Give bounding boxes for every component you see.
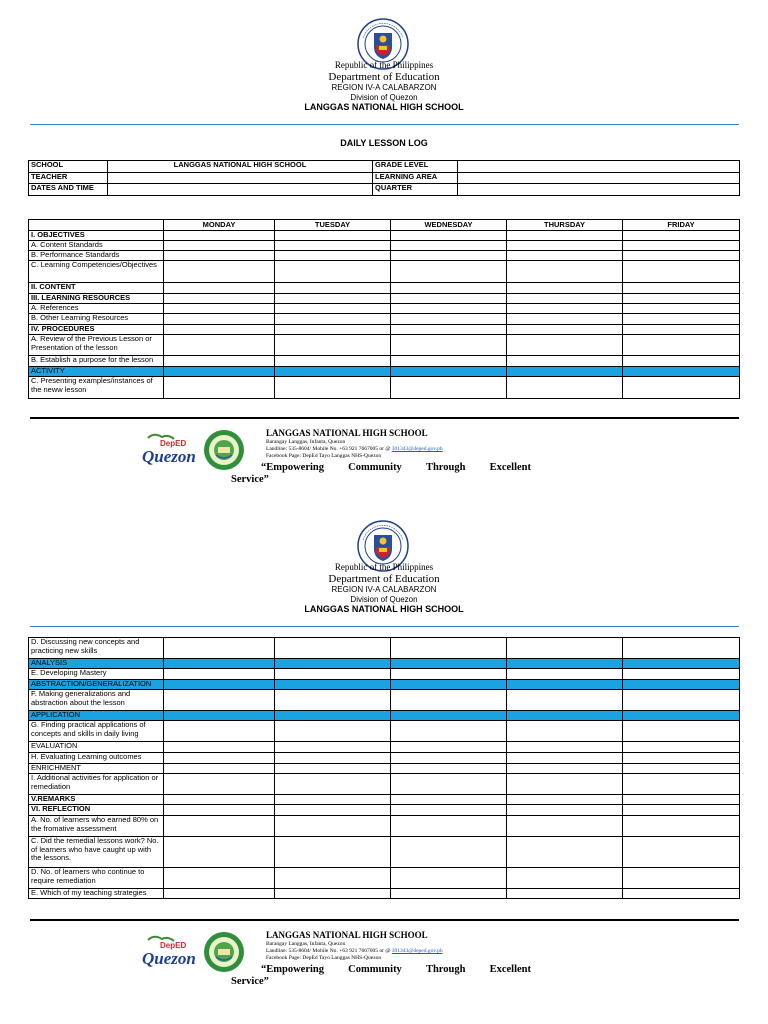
day-entry-cell[interactable] (275, 774, 391, 795)
day-entry-cell[interactable] (164, 774, 275, 795)
table-row (29, 356, 740, 367)
table-row (29, 711, 740, 721)
day-entry-cell[interactable] (507, 837, 623, 868)
table-row (29, 764, 740, 774)
motto-word: “Empowering (261, 462, 324, 473)
table-row (29, 659, 740, 669)
day-entry-cell[interactable] (275, 816, 391, 837)
day-entry-cell[interactable] (164, 283, 275, 294)
school-label: LANGGAS NATIONAL HIGH SCHOOL (304, 102, 464, 112)
day-entry-cell[interactable] (623, 690, 740, 711)
table-row (29, 669, 740, 680)
row-label-cell: C. Presenting examples/instances of the neww lesson (29, 377, 164, 399)
day-entry-cell[interactable] (275, 294, 391, 304)
day-entry-cell[interactable] (164, 680, 275, 690)
day-entry-cell[interactable] (275, 377, 391, 399)
day-entry-cell[interactable] (275, 742, 391, 753)
day-entry-cell[interactable] (391, 837, 507, 868)
corner-cell (29, 220, 164, 231)
footer-address: Barangay Langgas, Infanta, Quezon (266, 439, 346, 445)
quarter-value-cell[interactable] (458, 184, 740, 196)
grade-level-value-cell[interactable] (458, 161, 740, 173)
footer-school-name: LANGGAS NATIONAL HIGH SCHOOL (266, 930, 428, 940)
day-entry-cell[interactable] (507, 816, 623, 837)
page-title: DAILY LESSON LOG (340, 138, 428, 148)
day-entry-cell[interactable] (391, 314, 507, 325)
day-entry-cell[interactable] (275, 795, 391, 805)
day-entry-cell[interactable] (275, 659, 391, 669)
day-entry-cell[interactable] (507, 659, 623, 669)
motto-word: “Empowering (261, 964, 324, 975)
dates-value-cell[interactable] (108, 184, 373, 196)
day-entry-cell[interactable] (164, 314, 275, 325)
footer-motto (231, 964, 531, 988)
row-label-cell: A. No. of learners who earned 80% on the fromative assessment (29, 816, 164, 837)
header-divider (30, 124, 739, 125)
day-entry-cell[interactable] (391, 889, 507, 899)
day-entry-cell[interactable] (507, 721, 623, 742)
motto-word: Community (348, 462, 402, 473)
day-entry-cell[interactable] (507, 669, 623, 680)
learning-area-label-cell: LEARNING AREA (373, 173, 458, 184)
day-entry-cell[interactable] (164, 231, 275, 241)
day-entry-cell[interactable] (391, 638, 507, 659)
day-entry-cell[interactable] (623, 314, 740, 325)
motto-end: Service” (231, 976, 269, 988)
motto-word: Through (425, 964, 466, 975)
svg-text:DepED: DepED (160, 941, 187, 950)
day-entry-cell[interactable] (391, 283, 507, 294)
table-row (29, 367, 740, 377)
day-entry-cell[interactable] (623, 241, 740, 251)
footer-landline: Landline: 535-8604/ Mobile No. +63 921 7667005 or @ (266, 948, 392, 954)
footer-motto (231, 462, 531, 486)
day-entry-cell[interactable] (275, 638, 391, 659)
day-entry-cell[interactable] (507, 638, 623, 659)
day-entry-cell[interactable] (623, 638, 740, 659)
day-entry-cell[interactable] (164, 795, 275, 805)
row-label-cell: EVALUATION (29, 742, 164, 753)
day-entry-cell[interactable] (391, 711, 507, 721)
row-label-cell: B. Performance Standards (29, 251, 164, 261)
table-row (29, 377, 740, 399)
table-row (29, 304, 740, 314)
table-row (29, 753, 740, 764)
row-label-cell: H. Evaluating Learning outcomes (29, 753, 164, 764)
day-entry-cell[interactable] (275, 314, 391, 325)
table-row (29, 680, 740, 690)
day-entry-cell[interactable] (623, 805, 740, 816)
day-entry-cell[interactable] (507, 795, 623, 805)
day-entry-cell[interactable] (507, 377, 623, 399)
page2-footer (0, 926, 768, 996)
day-entry-cell[interactable] (275, 805, 391, 816)
division-label: Division of Quezon (350, 595, 418, 604)
school-value-cell[interactable]: LANGGAS NATIONAL HIGH SCHOOL (108, 161, 373, 173)
day-entry-cell[interactable] (623, 774, 740, 795)
row-label-cell: D. Discussing new concepts and practicing new skills (29, 638, 164, 659)
table-row (29, 314, 740, 325)
day-entry-cell[interactable] (164, 356, 275, 367)
republic-label: Republic of the Philippines (334, 562, 434, 572)
table-row (29, 251, 740, 261)
day-entry-cell[interactable] (507, 774, 623, 795)
row-label-cell: A. References (29, 304, 164, 314)
svg-text:Quezon: Quezon (142, 949, 196, 968)
row-label-cell: A. Review of the Previous Lesson or Presentation of the lesson (29, 335, 164, 356)
day-entry-cell[interactable] (623, 294, 740, 304)
footer-email-link[interactable]: 301343@deped.gov.ph (391, 948, 443, 954)
table-row (29, 816, 740, 837)
region-label: REGION IV-A CALABARZON (331, 585, 437, 594)
table-row (29, 774, 740, 795)
day-entry-cell[interactable] (623, 377, 740, 399)
day-entry-cell[interactable] (275, 669, 391, 680)
day-entry-cell[interactable] (623, 283, 740, 294)
deped-quezon-logo-icon (140, 934, 198, 968)
footer-divider (30, 417, 739, 419)
day-entry-cell[interactable] (623, 742, 740, 753)
day-entry-cell[interactable] (391, 335, 507, 356)
header-divider (30, 626, 739, 627)
svg-text:DepED: DepED (160, 439, 187, 448)
day-entry-cell[interactable] (623, 356, 740, 367)
row-label-cell: F. Making generalizations and abstraction about the lesson (29, 690, 164, 711)
footer-address: Barangay Langgas, Infanta, Quezon (266, 941, 346, 947)
day-entry-cell[interactable] (507, 764, 623, 774)
day-entry-cell[interactable] (164, 889, 275, 899)
day-entry-cell[interactable] (623, 816, 740, 837)
day-entry-cell[interactable] (507, 753, 623, 764)
day-entry-cell[interactable] (507, 889, 623, 899)
motto-word: Excellent (489, 964, 531, 975)
day-entry-cell[interactable] (275, 690, 391, 711)
day-entry-cell[interactable] (391, 764, 507, 774)
footer-facebook: Facebook Page: DepEd Tayo Langgas NHS-Quezon (266, 955, 382, 961)
row-label-cell: A. Content Standards (29, 241, 164, 251)
table-row (29, 889, 740, 899)
day-entry-cell[interactable] (391, 742, 507, 753)
teacher-label-cell: TEACHER (29, 173, 108, 184)
motto-word: Community (348, 964, 402, 975)
grade-level-label-cell: GRADE LEVEL (373, 161, 458, 173)
row-label-cell: ENRICHMENT (29, 764, 164, 774)
table-row (29, 335, 740, 356)
day-entry-cell[interactable] (164, 377, 275, 399)
day-entry-cell[interactable] (275, 261, 391, 283)
row-label-cell: C. Did the remedial lessons work? No. of learners who have caught up with the lessons. (29, 837, 164, 868)
table-row (29, 742, 740, 753)
day-entry-cell[interactable] (391, 231, 507, 241)
row-label-cell: IV. PROCEDURES (29, 325, 164, 335)
day-entry-cell[interactable] (507, 283, 623, 294)
day-entry-cell[interactable] (164, 868, 275, 889)
row-label-cell: C. Learning Competencies/Objectives (29, 261, 164, 283)
day-entry-cell[interactable] (164, 367, 275, 377)
day-entry-cell[interactable] (164, 711, 275, 721)
day-entry-cell[interactable] (275, 721, 391, 742)
row-label-cell: ANALYSIS (29, 659, 164, 669)
day-entry-cell[interactable] (391, 795, 507, 805)
table-row (29, 721, 740, 742)
row-label-cell: B. Establish a purpose for the lesson (29, 356, 164, 367)
footer-email-link[interactable]: 301343@deped.gov.ph (391, 446, 443, 452)
day-entry-cell[interactable] (164, 742, 275, 753)
day-entry-cell[interactable] (623, 335, 740, 356)
row-label-cell: E. Which of my teaching strategies (29, 889, 164, 899)
day-entry-cell[interactable] (391, 367, 507, 377)
day-entry-cell[interactable] (507, 325, 623, 335)
day-entry-cell[interactable] (275, 837, 391, 868)
day-entry-cell[interactable] (275, 335, 391, 356)
day-entry-cell[interactable] (391, 805, 507, 816)
day-entry-cell[interactable] (391, 690, 507, 711)
day-entry-cell[interactable] (275, 711, 391, 721)
row-label-cell: B. Other Learning Resources (29, 314, 164, 325)
day-entry-cell[interactable] (391, 325, 507, 335)
day-entry-cell[interactable] (623, 669, 740, 680)
row-label-cell: VI. REFLECTION (29, 805, 164, 816)
day-entry-cell[interactable] (623, 889, 740, 899)
footer-contact (266, 446, 443, 453)
day-entry-cell[interactable] (623, 764, 740, 774)
day-header-wednesday: WEDNESDAY (391, 220, 507, 231)
region-label: REGION IV-A CALABARZON (331, 83, 437, 92)
table-row (29, 868, 740, 889)
day-entry-cell[interactable] (507, 294, 623, 304)
day-entry-cell[interactable] (164, 659, 275, 669)
row-label-cell: III. LEARNING RESOURCES (29, 294, 164, 304)
lesson-log-table-page2 (28, 637, 740, 899)
day-entry-cell[interactable] (275, 283, 391, 294)
day-entry-cell[interactable] (164, 753, 275, 764)
day-entry-cell[interactable] (623, 680, 740, 690)
row-label-cell: E. Developing Mastery (29, 669, 164, 680)
info-table (28, 160, 740, 196)
motto-word: Excellent (489, 462, 531, 473)
day-entry-cell[interactable] (391, 241, 507, 251)
row-label-cell: I. Additional activities for application or remediation (29, 774, 164, 795)
day-entry-cell[interactable] (391, 261, 507, 283)
table-row (29, 261, 740, 283)
day-entry-cell[interactable] (164, 816, 275, 837)
day-entry-cell[interactable] (623, 367, 740, 377)
day-entry-cell[interactable] (623, 711, 740, 721)
day-entry-cell[interactable] (164, 721, 275, 742)
day-entry-cell[interactable] (164, 805, 275, 816)
day-entry-cell[interactable] (164, 669, 275, 680)
day-entry-cell[interactable] (507, 314, 623, 325)
day-entry-cell[interactable] (164, 261, 275, 283)
table-row (29, 241, 740, 251)
day-entry-cell[interactable] (623, 837, 740, 868)
day-entry-cell[interactable] (623, 795, 740, 805)
day-entry-cell[interactable] (275, 251, 391, 261)
day-entry-cell[interactable] (507, 251, 623, 261)
day-entry-cell[interactable] (507, 304, 623, 314)
day-entry-cell[interactable] (507, 805, 623, 816)
day-entry-cell[interactable] (623, 659, 740, 669)
day-entry-cell[interactable] (623, 231, 740, 241)
day-entry-cell[interactable] (391, 721, 507, 742)
row-label-cell: APPLICATION (29, 711, 164, 721)
day-entry-cell[interactable] (391, 377, 507, 399)
lesson-log-table-page1 (28, 219, 740, 399)
republic-label: Republic of the Philippines (334, 60, 434, 70)
day-entry-cell[interactable] (275, 325, 391, 335)
footer-school-name: LANGGAS NATIONAL HIGH SCHOOL (266, 428, 428, 438)
svg-text:Quezon: Quezon (142, 447, 196, 466)
day-entry-cell[interactable] (507, 711, 623, 721)
day-entry-cell[interactable] (623, 325, 740, 335)
table-row (29, 638, 740, 659)
day-entry-cell[interactable] (391, 251, 507, 261)
day-entry-cell[interactable] (275, 868, 391, 889)
table-row (29, 690, 740, 711)
day-entry-cell[interactable] (507, 742, 623, 753)
motto-end: Service” (231, 474, 269, 486)
day-entry-cell[interactable] (164, 764, 275, 774)
day-entry-cell[interactable] (507, 690, 623, 711)
day-entry-cell[interactable] (275, 231, 391, 241)
day-entry-cell[interactable] (507, 231, 623, 241)
day-entry-cell[interactable] (623, 251, 740, 261)
quarter-label-cell: QUARTER (373, 184, 458, 196)
page1-footer (0, 424, 768, 494)
day-header-friday: FRIDAY (623, 220, 740, 231)
day-entry-cell[interactable] (164, 335, 275, 356)
day-entry-cell[interactable] (164, 251, 275, 261)
day-entry-cell[interactable] (623, 753, 740, 764)
day-entry-cell[interactable] (391, 774, 507, 795)
day-entry-cell[interactable] (507, 335, 623, 356)
footer-divider (30, 919, 739, 921)
day-entry-cell[interactable] (164, 304, 275, 314)
school-label-cell: SCHOOL (29, 161, 108, 173)
day-entry-cell[interactable] (164, 837, 275, 868)
day-entry-cell[interactable] (391, 356, 507, 367)
footer-facebook: Facebook Page: DepEd Tayo Langgas NHS-Quezon (266, 453, 382, 459)
table-row (29, 283, 740, 294)
day-entry-cell[interactable] (275, 753, 391, 764)
day-entry-cell[interactable] (391, 659, 507, 669)
table-row (29, 805, 740, 816)
department-label: Department of Education (328, 71, 440, 83)
day-entry-cell[interactable] (623, 261, 740, 283)
day-entry-cell[interactable] (391, 753, 507, 764)
day-entry-cell[interactable] (623, 868, 740, 889)
learning-area-value-cell[interactable] (458, 173, 740, 184)
row-label-cell: II. CONTENT (29, 283, 164, 294)
day-entry-cell[interactable] (275, 304, 391, 314)
day-header-thursday: THURSDAY (507, 220, 623, 231)
table-row (29, 795, 740, 805)
table-row (29, 231, 740, 241)
day-entry-cell[interactable] (507, 680, 623, 690)
row-label-cell: D. No. of learners who continue to require remediation (29, 868, 164, 889)
day-entry-cell[interactable] (391, 680, 507, 690)
day-entry-cell[interactable] (623, 304, 740, 314)
row-label-cell: ACTIVITY (29, 367, 164, 377)
table-row (29, 294, 740, 304)
teacher-value-cell[interactable] (108, 173, 373, 184)
day-entry-cell[interactable] (391, 294, 507, 304)
row-label-cell: G. Finding practical applications of concepts and skills in daily living (29, 721, 164, 742)
day-entry-cell[interactable] (623, 721, 740, 742)
deped-quezon-logo-icon (140, 432, 198, 466)
footer-landline: Landline: 535-8604/ Mobile No. +63 921 7667005 or @ (266, 446, 392, 452)
day-entry-cell[interactable] (275, 356, 391, 367)
day-entry-cell[interactable] (164, 325, 275, 335)
department-label: Department of Education (328, 573, 440, 585)
day-entry-cell[interactable] (507, 356, 623, 367)
row-label-cell: I. OBJECTIVES (29, 231, 164, 241)
day-header-tuesday: TUESDAY (275, 220, 391, 231)
day-entry-cell[interactable] (275, 764, 391, 774)
day-entry-cell[interactable] (164, 294, 275, 304)
row-label-cell: V.REMARKS (29, 795, 164, 805)
dates-label-cell: DATES AND TIME (29, 184, 108, 196)
day-entry-cell[interactable] (507, 241, 623, 251)
day-entry-cell[interactable] (507, 367, 623, 377)
table-row (29, 325, 740, 335)
motto-word: Through (425, 462, 466, 473)
table-row (29, 837, 740, 868)
day-entry-cell[interactable] (391, 816, 507, 837)
day-header-monday: MONDAY (164, 220, 275, 231)
row-label-cell: ABSTRACTION/GENERALIZATION (29, 680, 164, 690)
day-entry-cell[interactable] (391, 669, 507, 680)
school-label: LANGGAS NATIONAL HIGH SCHOOL (304, 604, 464, 614)
day-entry-cell[interactable] (275, 367, 391, 377)
day-entry-cell[interactable] (164, 638, 275, 659)
day-entry-cell[interactable] (507, 261, 623, 283)
day-entry-cell[interactable] (391, 868, 507, 889)
footer-contact (266, 948, 443, 955)
day-entry-cell[interactable] (164, 241, 275, 251)
day-entry-cell[interactable] (391, 304, 507, 314)
day-entry-cell[interactable] (275, 889, 391, 899)
day-entry-cell[interactable] (507, 868, 623, 889)
day-entry-cell[interactable] (164, 690, 275, 711)
division-label: Division of Quezon (350, 93, 418, 102)
day-entry-cell[interactable] (275, 241, 391, 251)
day-entry-cell[interactable] (275, 680, 391, 690)
